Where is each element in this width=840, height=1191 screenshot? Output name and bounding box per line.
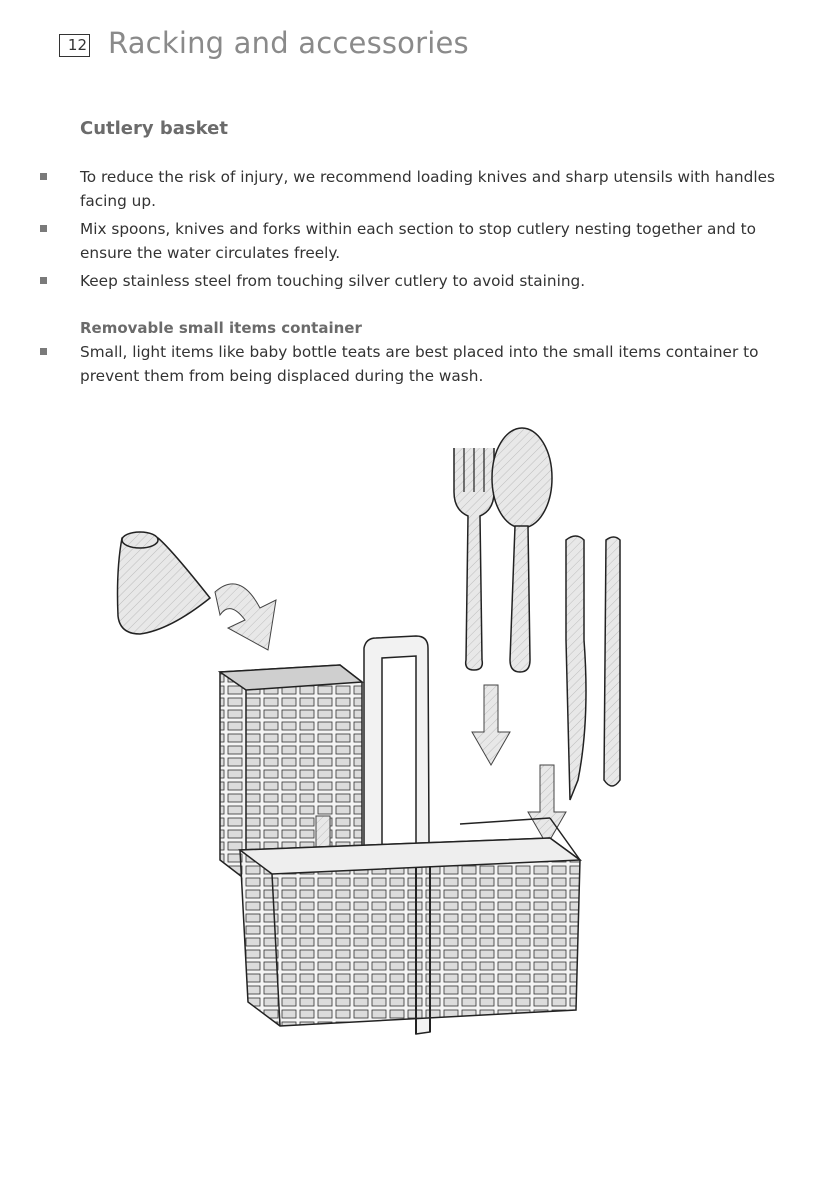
list-item (0, 340, 840, 388)
page-number-box (59, 34, 90, 57)
list-item-text: To reduce the risk of injury, we recommend loading knives and sharp utensils with handles facing up. (80, 168, 775, 210)
list-item (0, 269, 840, 293)
bullet-icon (40, 348, 47, 355)
knife-icon (566, 536, 620, 800)
curved-arrow-icon (215, 584, 276, 650)
small-items-heading: Removable small items container (80, 319, 362, 337)
baby-bottle-teat-icon (118, 532, 211, 634)
spoon-icon (492, 428, 552, 672)
bullet-icon (40, 173, 47, 180)
list-item (0, 165, 840, 213)
bullet-icon (40, 225, 47, 232)
cutlery-basket-heading: Cutlery basket (80, 118, 228, 139)
fork-icon (454, 448, 494, 670)
arrow-down-icon (472, 685, 510, 765)
cutlery-basket-list (0, 165, 840, 293)
page-title: Racking and accessories (108, 26, 469, 60)
cutlery-basket-illustration (100, 420, 660, 1060)
list-item (0, 217, 840, 265)
list-item-text: Keep stainless steel from touching silver cutlery to avoid staining. (80, 272, 586, 290)
list-item-text: Small, light items like baby bottle teats are best placed into the small items container to prevent them from being displaced during the wash. (80, 343, 759, 385)
list-item-text: Mix spoons, knives and forks within each section to stop cutlery nesting together and to ensure the water circulates freely. (80, 220, 756, 262)
bullet-icon (40, 277, 47, 284)
page-number: 12 (67, 36, 87, 54)
small-items-list (0, 340, 840, 388)
